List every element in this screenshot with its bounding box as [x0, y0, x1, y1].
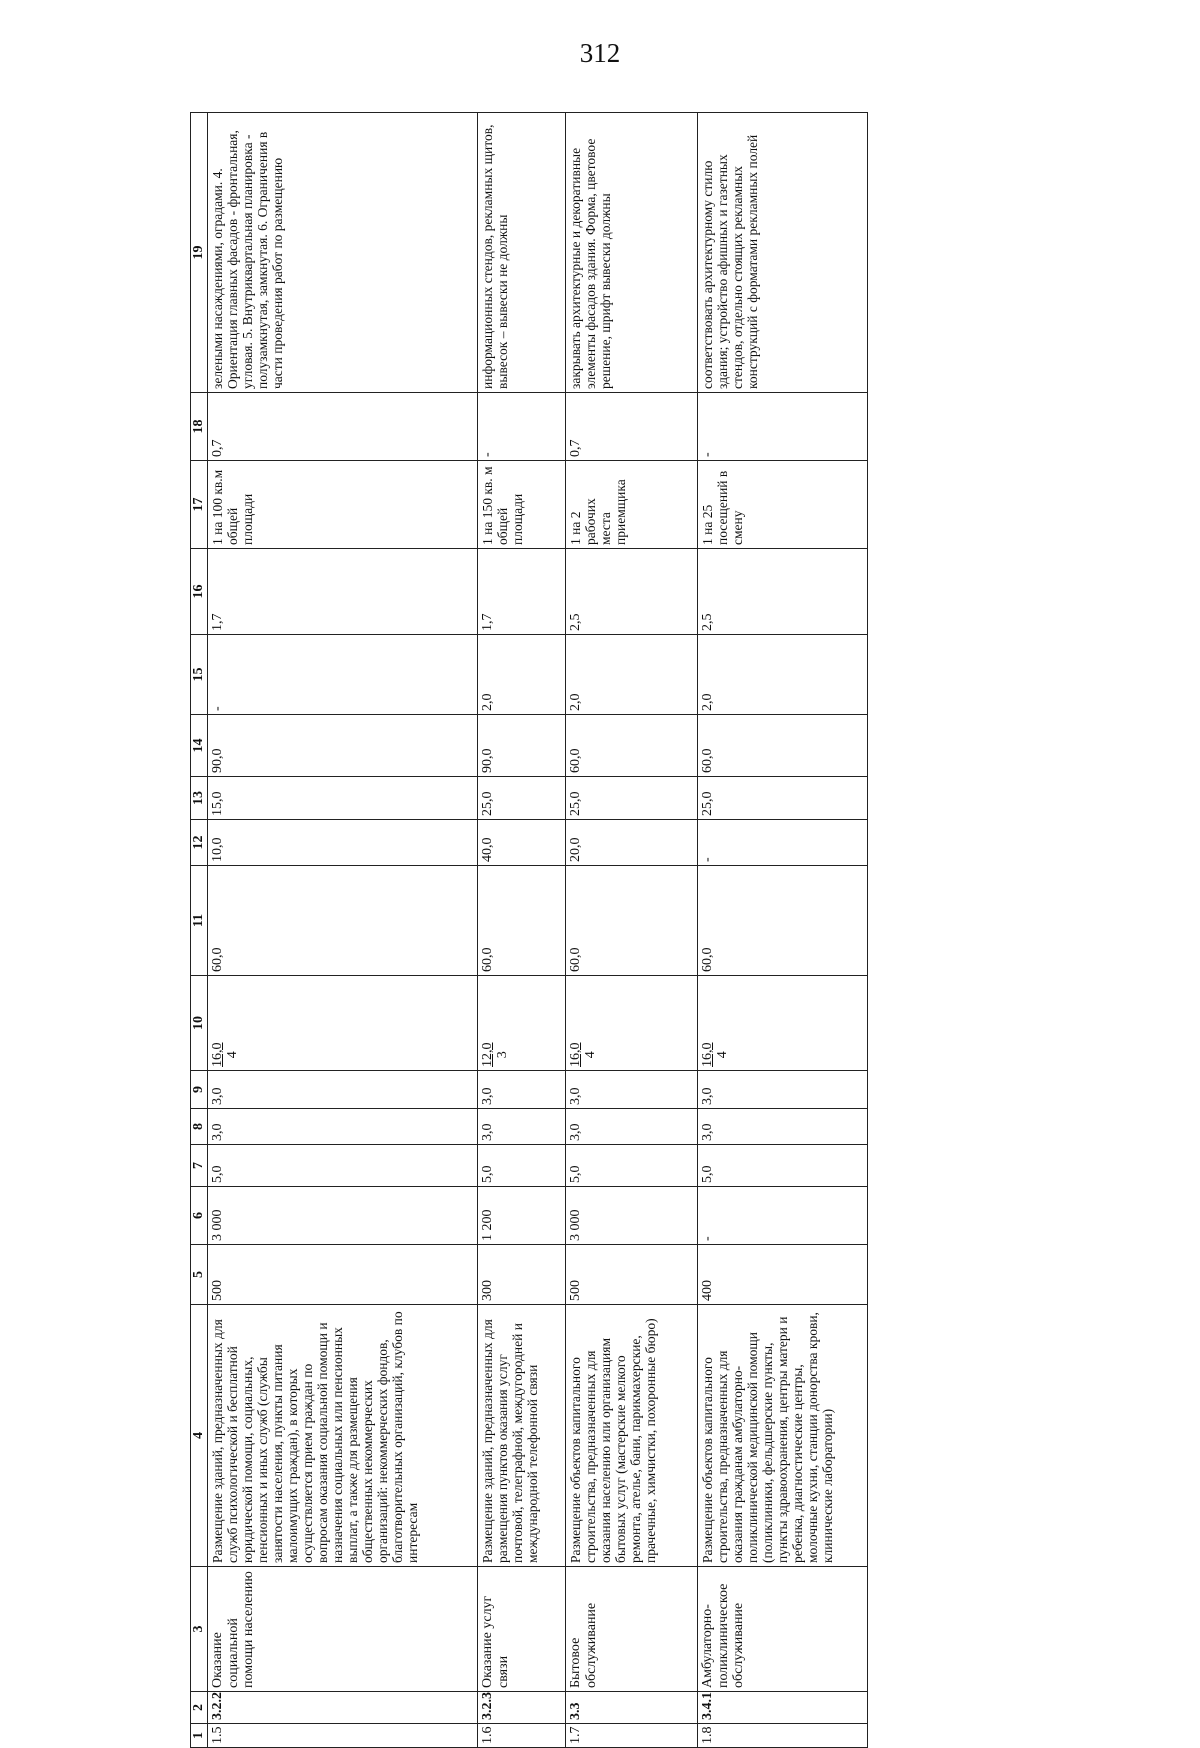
cell-col-18: 0,7: [566, 393, 698, 461]
header-col-6: 6: [191, 1187, 208, 1245]
fraction: [210, 1043, 240, 1068]
fraction-bottom: 3: [495, 1051, 510, 1059]
header-col-3: 3: [191, 1567, 208, 1692]
header-col-4: 4: [191, 1305, 208, 1567]
cell-col-10: [698, 976, 868, 1071]
cell-col-8: 3,0: [208, 1109, 478, 1145]
cell-col-8: 3,0: [566, 1109, 698, 1145]
cell-col-5: 500: [208, 1245, 478, 1305]
cell-col-16: 2,5: [698, 549, 868, 635]
header-col-18: 18: [191, 393, 208, 461]
fraction-bottom: 4: [715, 1051, 730, 1059]
use-description: Размещение зданий, предназначенных для размещения пунктов оказания услуг почтовой, телеграфной, междугородней и международной телефонной связи: [478, 1305, 566, 1567]
row-number: 1.8: [698, 1724, 868, 1748]
fraction-bottom: 4: [583, 1051, 598, 1059]
cell-col-15: -: [208, 635, 478, 715]
fraction: [480, 1043, 510, 1068]
cell-col-16: 2,5: [566, 549, 698, 635]
fraction-top: 12,0: [480, 1042, 495, 1067]
cell-col-19: соответствовать архитектурному стилю здания; устройство афишных и газетных стендов, отдельно стоящих рекламных конструкций с форматами рекламных полей: [698, 113, 868, 393]
header-col-14: 14: [191, 715, 208, 777]
cell-col-13: 25,0: [698, 777, 868, 820]
table-row: [566, 113, 698, 1748]
cell-col-18: 0,7: [208, 393, 478, 461]
cell-col-10: [566, 976, 698, 1071]
cell-col-12: 20,0: [566, 820, 698, 866]
cell-col-10: [208, 976, 478, 1071]
cell-col-17: 1 на 100 кв.м общей площади: [208, 461, 478, 549]
header-col-19: 19: [191, 113, 208, 393]
fraction-bottom: 4: [225, 1051, 240, 1059]
use-description: Размещение объектов капитального строительства, предназначенных для оказания гражданам амбулаторно-поликлинической медицинской помощи (поликлиники, фельдшерские пункты, пункты здравоохранения, центры матери и ребенка, диагностические центры, молочные кухни, станции донорства крови, клинические лаборатории): [698, 1305, 868, 1567]
header-col-12: 12: [191, 820, 208, 866]
header-col-13: 13: [191, 777, 208, 820]
fraction: [568, 1043, 598, 1068]
table-row: [478, 113, 566, 1748]
cell-col-19: закрывать архитектурные и декоративные элементы фасадов здания. Форма, цветовое решение, шрифт вывески должны: [566, 113, 698, 393]
cell-col-5: 300: [478, 1245, 566, 1305]
fraction-top: 16,0: [210, 1042, 225, 1067]
header-row: [191, 113, 208, 1748]
cell-col-8: 3,0: [478, 1109, 566, 1145]
header-col-1: 1: [191, 1724, 208, 1748]
regulations-table: [190, 112, 868, 1748]
header-col-10: 10: [191, 976, 208, 1071]
cell-col-5: 500: [566, 1245, 698, 1305]
header-col-7: 7: [191, 1145, 208, 1187]
cell-col-9: 3,0: [478, 1071, 566, 1109]
cell-col-6: -: [698, 1187, 868, 1245]
cell-col-7: 5,0: [478, 1145, 566, 1187]
cell-col-7: 5,0: [698, 1145, 868, 1187]
cell-col-11: 60,0: [208, 866, 478, 976]
cell-col-17: 1 на 25 посещений в смену: [698, 461, 868, 549]
fraction: [700, 1043, 730, 1068]
cell-col-18: -: [478, 393, 566, 461]
cell-col-13: 15,0: [208, 777, 478, 820]
cell-col-12: 40,0: [478, 820, 566, 866]
cell-col-14: 90,0: [478, 715, 566, 777]
use-type: Оказание социальной помощи населению: [208, 1567, 478, 1692]
cell-col-14: 60,0: [698, 715, 868, 777]
cell-col-14: 60,0: [566, 715, 698, 777]
cell-col-9: 3,0: [698, 1071, 868, 1109]
header-col-9: 9: [191, 1071, 208, 1109]
cell-col-7: 5,0: [566, 1145, 698, 1187]
cell-col-11: 60,0: [698, 866, 868, 976]
header-col-2: 2: [191, 1692, 208, 1724]
page-number: 312: [579, 38, 621, 68]
cell-col-15: 2,0: [698, 635, 868, 715]
cell-col-19: информационных стендов, рекламных щитов, вывесок – вывески не должны: [478, 113, 566, 393]
header-col-17: 17: [191, 461, 208, 549]
cell-col-5: 400: [698, 1245, 868, 1305]
cell-col-17: 1 на 2 рабочих места приемщика: [566, 461, 698, 549]
cell-col-17: 1 на 150 кв. м общей площади: [478, 461, 566, 549]
header-col-15: 15: [191, 635, 208, 715]
use-type: Оказание услуг связи: [478, 1567, 566, 1692]
zone-code: 3.2.3: [478, 1692, 566, 1724]
cell-col-9: 3,0: [566, 1071, 698, 1109]
cell-col-7: 5,0: [208, 1145, 478, 1187]
use-description: Размещение объектов капитального строительства, предназначенных для оказания населению или организациям бытовых услуг (мастерские мелкого ремонта, ателье, бани, парикмахерские, прачечные, химчистки, похоронные бюро): [566, 1305, 698, 1567]
cell-col-15: 2,0: [566, 635, 698, 715]
cell-col-12: -: [698, 820, 868, 866]
use-type: Амбулаторно-поликлиническое обслуживание: [698, 1567, 868, 1692]
cell-col-15: 2,0: [478, 635, 566, 715]
cell-col-19: зелеными насаждениями, оградами. 4. Ориентация главных фасадов - фронтальная, угловая. 5. Внутриквартальная планировка - полузамкнутая, замкнутая. 6. Ограничения в части проведения работ по размещению: [208, 113, 478, 393]
fraction-top: 16,0: [568, 1042, 583, 1067]
cell-col-6: 1 200: [478, 1187, 566, 1245]
row-number: 1.5: [208, 1724, 478, 1748]
zone-code: 3.3: [566, 1692, 698, 1724]
use-description: Размещение зданий, предназначенных для служб психологической и бесплатной юридической помощи, социальных, пенсионных и иных служб (службы занятости населения, пункты питания малоимущих граждан), в которых осуществляется прием граждан по вопросам оказания социальной помощи и назначения социальных или пенсионных выплат, а также для размещения общественных некоммерческих организаций: некоммерческих фондов, благотворительных организаций, клубов по интересам: [208, 1305, 478, 1567]
header-col-16: 16: [191, 549, 208, 635]
zone-code: 3.4.1: [698, 1692, 868, 1724]
cell-col-6: 3 000: [208, 1187, 478, 1245]
cell-col-6: 3 000: [566, 1187, 698, 1245]
cell-col-16: 1,7: [478, 549, 566, 635]
cell-col-18: -: [698, 393, 868, 461]
table-row: [208, 113, 478, 1748]
use-type: Бытовое обслуживание: [566, 1567, 698, 1692]
cell-col-16: 1,7: [208, 549, 478, 635]
cell-col-11: 60,0: [478, 866, 566, 976]
header-col-8: 8: [191, 1109, 208, 1145]
cell-col-12: 10,0: [208, 820, 478, 866]
cell-col-11: 60,0: [566, 866, 698, 976]
row-number: 1.7: [566, 1724, 698, 1748]
zone-code: 3.2.2: [208, 1692, 478, 1724]
row-number: 1.6: [478, 1724, 566, 1748]
header-col-11: 11: [191, 866, 208, 976]
fraction-top: 16,0: [700, 1042, 715, 1067]
cell-col-13: 25,0: [566, 777, 698, 820]
header-col-5: 5: [191, 1245, 208, 1305]
cell-col-9: 3,0: [208, 1071, 478, 1109]
cell-col-10: [478, 976, 566, 1071]
cell-col-8: 3,0: [698, 1109, 868, 1145]
cell-col-14: 90,0: [208, 715, 478, 777]
rotated-table-frame: [190, 113, 985, 1748]
cell-col-13: 25,0: [478, 777, 566, 820]
table-row: [698, 113, 868, 1748]
